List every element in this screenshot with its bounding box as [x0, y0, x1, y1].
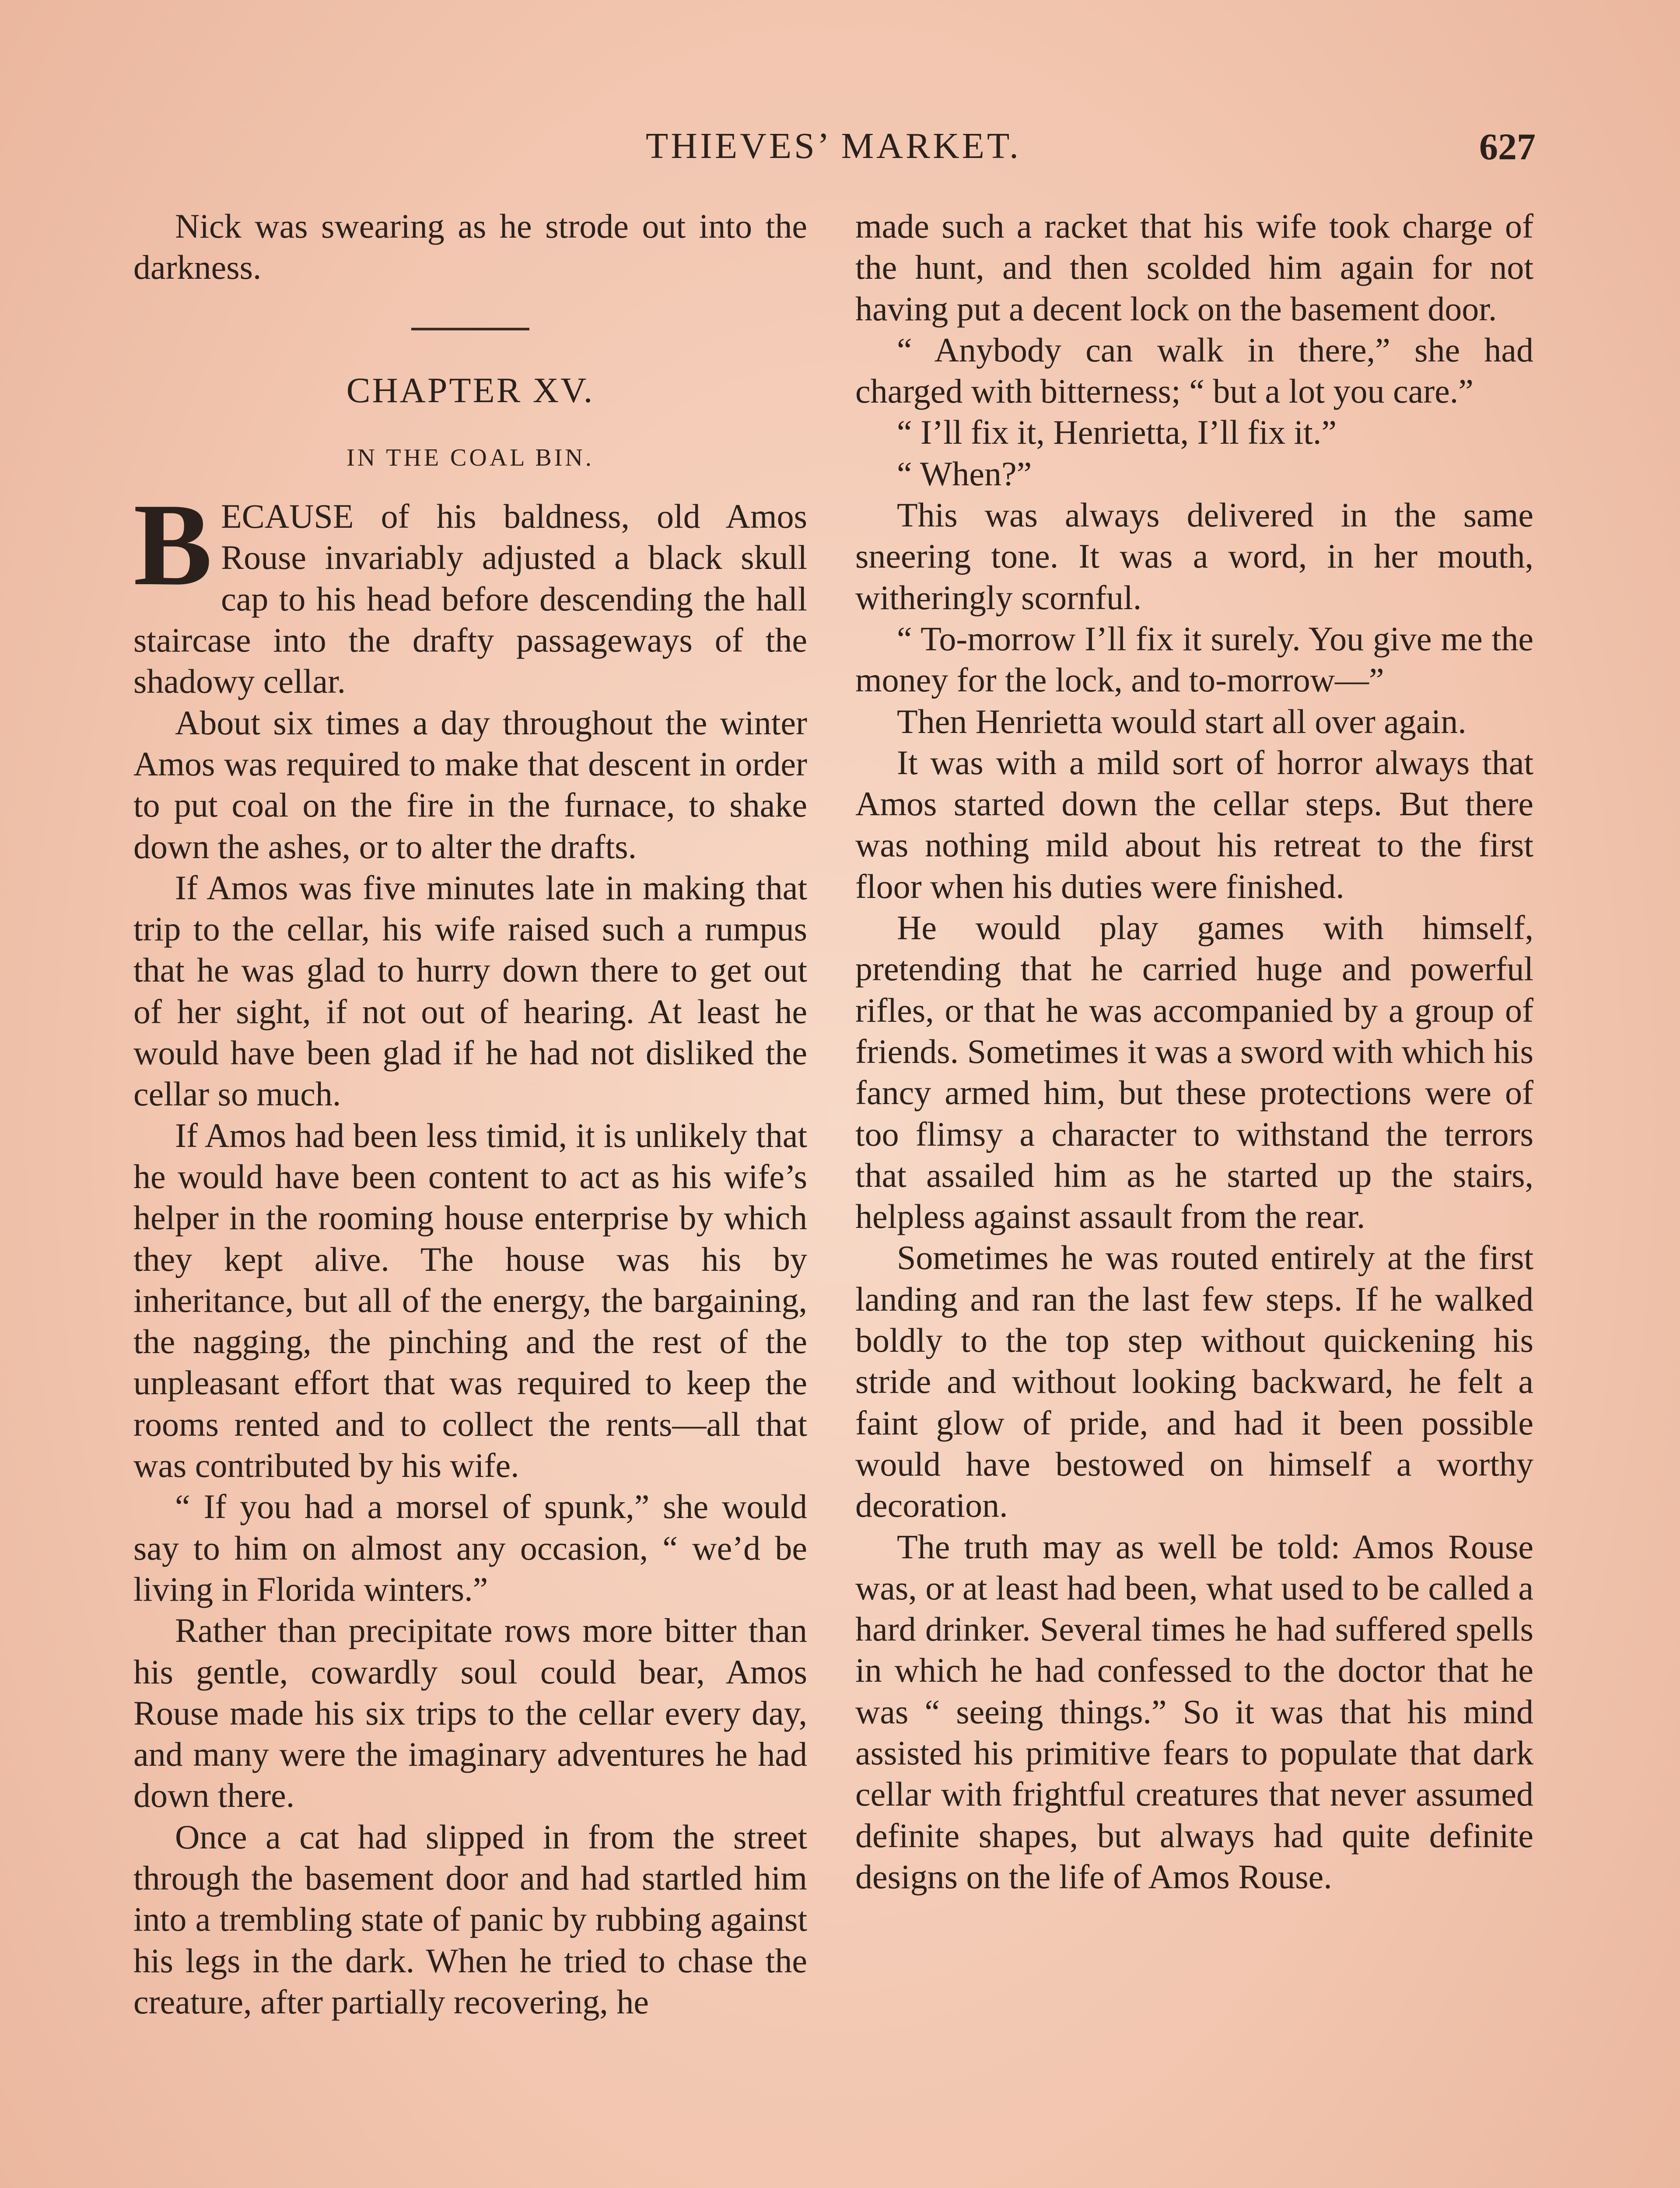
continued-paragraph: made such a racket that his wife took charge of the hunt, and then scolded him again for not having put a decent lock on the basement door. [855, 207, 1533, 328]
paragraph: Once a cat had slipped in from the street through the basement door and had startled him into a trembling state of panic by rubbing against his legs in the dark. When he tried to chase the creature, after partially recovering, he [133, 1817, 807, 2021]
paragraph: “ If you had a morsel of spunk,” she would say to him on almost any occasion, “ we’d be living in Florida winters.” [133, 1487, 807, 1608]
section-divider [411, 328, 529, 330]
chapter-title: CHAPTER XV. [346, 370, 595, 410]
paragraph: About six times a day throughout the winter Amos was required to make that descent in order to put coal on the fire in the furnace, to shake down the ashes, or to alter the drafts. [133, 703, 807, 866]
paragraph: “ When?” [897, 454, 1032, 493]
chapter-first-paragraph [133, 479, 807, 702]
paragraph: If Amos had been less timid, it is unlikely that he would have been content to act as his wife’s helper in the rooming house enterprise by which they kept alive. The house was his by inheritance, but all of the energy, the bargaining, the nagging, the pinching and the rest of the unpleasant effort that was required to keep the rooms rented and to collect the rents—all that was contributed by his wife. [133, 1116, 807, 1485]
right-column [855, 206, 1533, 1897]
chapter-subtitle: IN THE COAL BIN. [346, 444, 594, 471]
paragraph: Rather than precipitate rows more bitter than his gentle, cowardly soul could bear, Amos Rouse made his six trips to the cellar every day, and many were the imaginary adventures he had down there. [133, 1611, 807, 1815]
left-column [133, 206, 807, 2023]
running-title: THIEVES’ MARKET. [645, 126, 1022, 166]
paragraph: Sometimes he was routed entirely at the first landing and ran the last few steps. If he walked boldly to the top step without quickening his stride and without looking backward, he felt a faint glow of pride, and had it been possible would have bestowed on himself a worthy decoration. [855, 1238, 1533, 1525]
paragraph: “ I’ll fix it, Henrietta, I’ll fix it.” [897, 413, 1337, 452]
first-paragraph-text: ECAUSE of his baldness, old Amos Rouse invariably adjusted a black skull cap to his head before descending the hall staircase into the drafty passageways of the shadowy cellar. [133, 497, 807, 701]
paragraph: This was always delivered in the same sneering tone. It was a word, in her mouth, witheringly scornful. [855, 496, 1533, 617]
paragraph: Then Henrietta would start all over again. [897, 702, 1466, 740]
paragraph: “ To-morrow I’ll fix it surely. You give me the money for the lock, and to-morrow—” [855, 619, 1533, 699]
opening-paragraph: Nick was swearing as he strode out into the darkness. [133, 207, 807, 287]
paragraph: He would play games with himself, pretending that he carried huge and powerful rifles, or that he was accompanied by a group of friends. Sometimes it was a sword with which his fancy armed him, but these protections were of too flimsy a character to withstand the terrors that assailed him as he started up the stairs, helpless against assault from the rear. [855, 908, 1533, 1236]
paragraph: “ Anybody can walk in there,” she had charged with bitterness; “ but a lot you care.” [855, 330, 1533, 410]
drop-cap: B [133, 479, 213, 610]
paragraph: If Amos was five minutes late in making that trip to the cellar, his wife raised such a rumpus that he was glad to hurry down there to get out of her sight, if not out of hearing. At least he would have been glad if he had not disliked the cellar so much. [133, 868, 807, 1113]
paragraph: It was with a mild sort of horror always that Amos started down the cellar steps. But there was nothing mild about his retreat to the first floor when his duties were finished. [855, 743, 1533, 905]
page-number: 627 [1479, 126, 1536, 168]
page-header [131, 125, 1536, 177]
paragraph: The truth may as well be told: Amos Rouse was, or at least had been, what used to be called a hard drinker. Several times he had suffered spells in which he had confessed to the doctor that he was “ seeing things.” So it was that his mind assisted his primitive fears to populate that dark cellar with frightful creatures that never assumed definite shapes, but always had quite definite designs on the life of Amos Rouse. [855, 1527, 1533, 1896]
